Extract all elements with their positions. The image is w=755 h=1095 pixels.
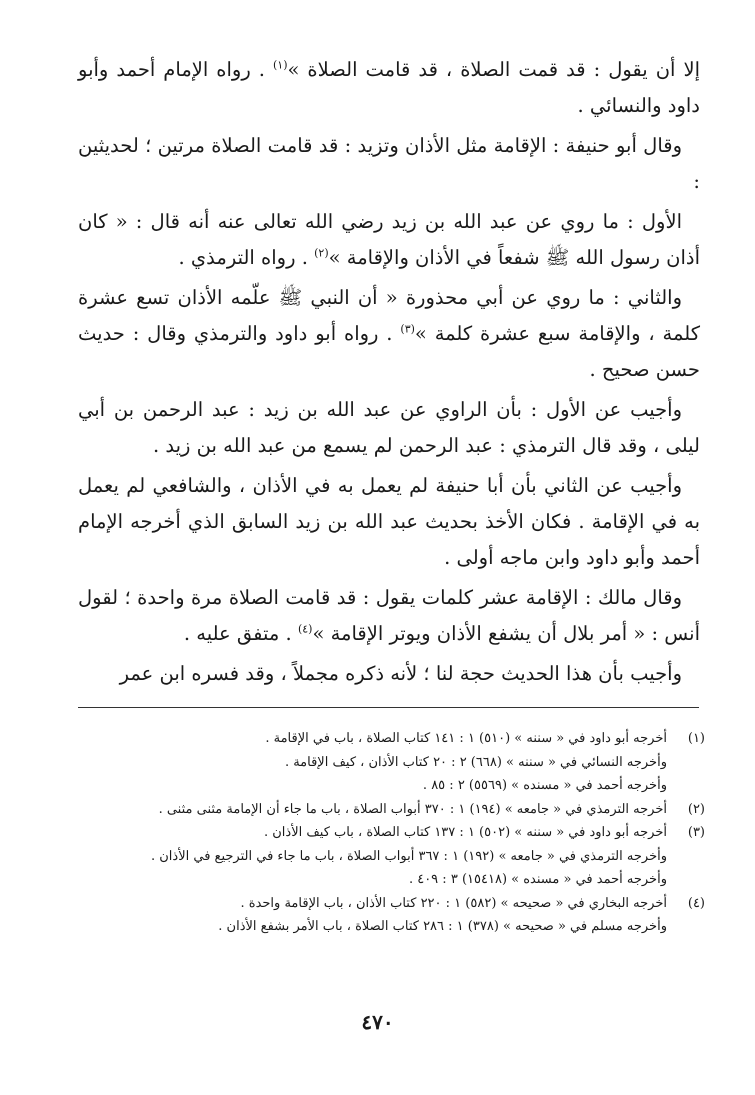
footnote-separator [78,707,699,708]
paragraph-tail: . متفق عليه . [183,622,298,645]
footnote-number [667,751,705,775]
footnote-number [667,845,705,869]
footnote-ref-2: (٢) [314,246,329,260]
paragraph-text: إلا أن يقول : قد قمت الصلاة ، قد قامت الصلاة » [287,58,700,81]
footnote-row [80,915,705,939]
footnote-text: وأخرجه مسلم في « صحيحه » (٣٧٨) ١ : ٢٨٦ كتاب الصلاة ، باب الأمر بشفع الأذان . [218,919,667,934]
footnote-number: (٢) [687,801,705,817]
footnotes [80,727,705,939]
footnote-text: أخرجه الترمذي في « جامعه » (١٩٤) ١ : ٣٧٠ أبواب الصلاة ، باب ما جاء أن الإمامة مثنى مثنى . [158,801,667,817]
footnote-row [80,821,705,845]
paragraph-6 [78,468,700,576]
paragraph-3 [78,204,700,276]
footnote-number: (٣) [687,825,705,840]
footnote-row [80,751,705,775]
paragraph-1 [78,52,700,124]
paragraph-tail: . رواه الإمام أحمد وأبو داود والنسائي . [78,58,700,117]
footnote-text: وأخرجه أحمد في « مسنده » (١٥٤١٨) ٣ : ٤٠٩ . [408,872,667,887]
footnote-row [80,774,705,798]
main-text [78,52,700,696]
paragraph-tail: . رواه أبو داود والترمذي وقال : حديث حسن صحيح . [78,322,700,381]
footnote-ref-4: (٤) [297,622,313,636]
footnote-row [80,798,705,822]
footnote-row [80,868,705,892]
footnote-row [80,727,705,751]
paragraph-2 [78,128,700,200]
footnote-number [667,774,705,798]
footnote-text: أخرجه أبو داود في « سننه » (٥٠٢) ١ : ١٣٧ كتاب الصلاة ، باب كيف الأذان . [263,825,667,840]
paragraph-text: وأجيب عن الثاني بأن أبا حنيفة لم يعمل به في الأذان ، والشافعي لم يعمل به في الإقامة . فكان الأخذ بحديث عبد الله بن زيد السابق الذي أخرجه الإمام أحمد وأبو داود وابن ماجه أولى . [78,474,700,569]
footnote-number: (١) [687,731,705,746]
footnote-text: أخرجه أبو داود في « سننه » (٥١٠) ١ : ١٤١ كتاب الصلاة ، باب في الإقامة . [265,731,667,746]
paragraph-5 [78,392,700,464]
footnote-text: وأخرجه الترمذي في « جامعه » (١٩٢) ١ : ٣٦٧ أبواب الصلاة ، باب ما جاء في الترجيع في الأذان . [151,848,667,864]
page-number: ٤٧٠ [361,1010,394,1034]
footnote-number [667,868,705,892]
paragraph-text: الأول : ما روي عن عبد الله بن زيد رضي الله تعالى عنه أنه قال : « كان أذان رسول الله ﷺ شفعاً في الأذان والإقامة » [78,210,700,269]
footnote-ref-1: (١) [272,58,288,72]
footnote-text: أخرجه البخاري في « صحيحه » (٥٨٢) ١ : ٢٢٠ كتاب الأذان ، باب الإقامة واحدة . [240,895,667,911]
footnote-number [667,915,705,939]
footnote-row [80,892,705,916]
footnote-ref-3: (٣) [400,322,415,336]
paragraph-7 [78,580,700,652]
paragraph-tail: . رواه الترمذي . [178,246,315,269]
paragraph-text: وأجيب بأن هذا الحديث حجة لنا ؛ لأنه ذكره مجملاً ، وقد فسره ابن عمر [119,662,682,685]
footnote-number: (٤) [687,895,705,911]
paragraph-4 [78,280,700,388]
footnote-row [80,845,705,869]
paragraph-text: والثاني : ما روي عن أبي محذورة « أن النبي ﷺ علّمه الأذان تسع عشرة كلمة ، والإقامة سبع عشرة كلمة » [78,286,700,345]
paragraph-8 [78,656,700,692]
paragraph-text: وقال مالك : الإقامة عشر كلمات يقول : قد قامت الصلاة مرة واحدة ؛ لقول أنس : « أمر بلال أن يشفع الأذان ويوتر الإقامة » [78,586,700,645]
paragraph-text: وقال أبو حنيفة : الإقامة مثل الأذان وتزيد : قد قامت الصلاة مرتين ؛ لحديثين : [78,134,700,193]
footnote-text: وأخرجه أحمد في « مسنده » (٥٥٦٩) ٢ : ٨٥ . [422,778,667,793]
footnote-text: وأخرجه النسائي في « سننه » (٦٦٨) ٢ : ٢٠ كتاب الأذان ، كيف الإقامة . [284,754,667,770]
paragraph-text: وأجيب عن الأول : بأن الراوي عن عبد الله بن زيد : عبد الرحمن بن أبي ليلى ، وقد قال الترمذي : عبد الرحمن لم يسمع من عبد الله بن زيد . [78,398,700,457]
